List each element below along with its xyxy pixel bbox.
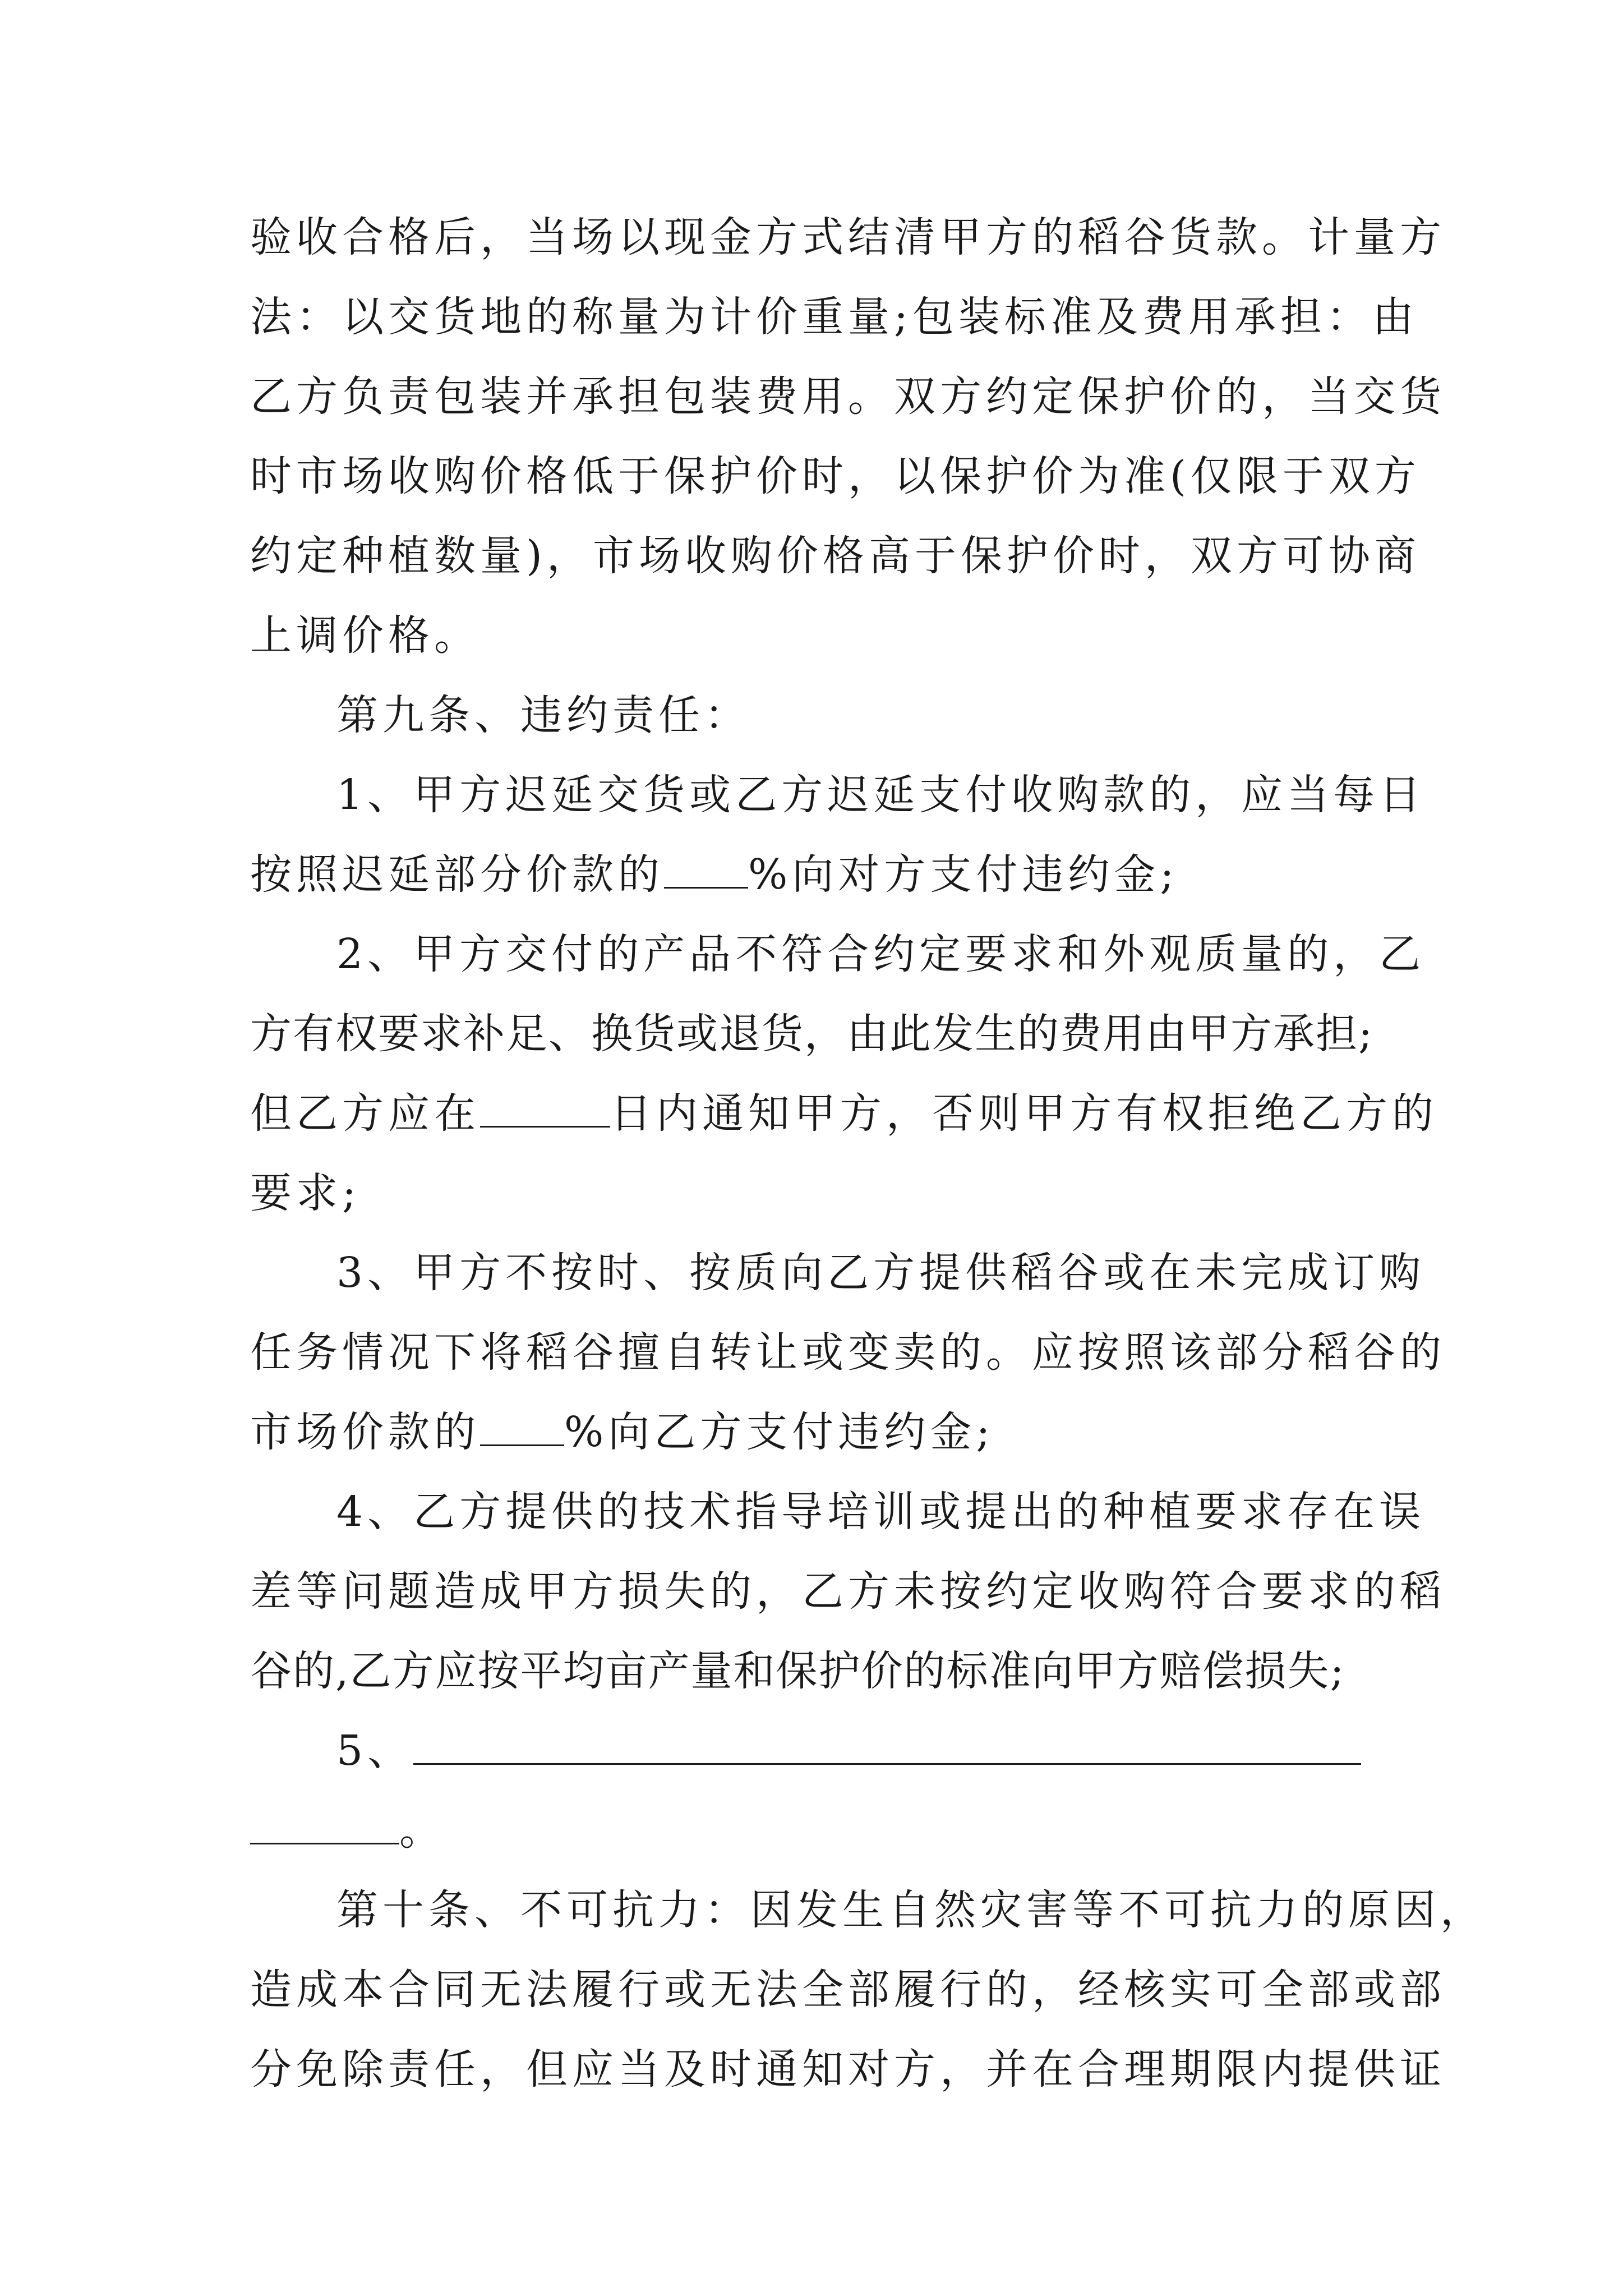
heading-text: 第九条、违约责任： bbox=[336, 691, 750, 739]
text-line: 法：以交货地的称量为计价重量;包装标准及费用承担：由 bbox=[250, 293, 1418, 341]
text-line: 验收合格后，当场以现金方式结清甲方的稻谷货款。计量方 bbox=[250, 213, 1446, 261]
text-line: 3、甲方不按时、按质向乙方提供稻谷或在未完成订购 bbox=[336, 1249, 1426, 1297]
text-line: 差等问题造成甲方损失的，乙方未按约定收购符合要求的稻 bbox=[250, 1567, 1446, 1616]
fill-blank-underline bbox=[480, 1092, 610, 1128]
text-segment: %向对方支付违约金; bbox=[748, 850, 1179, 899]
text-segment: %向乙方支付违约金; bbox=[564, 1408, 995, 1456]
article-9-item-5 bbox=[250, 1711, 1378, 1870]
fill-blank-underline bbox=[664, 853, 748, 889]
fill-blank-underline bbox=[413, 1729, 1361, 1765]
text-line: 第十条、不可抗力：因发生自然灾害等不可抗力的原因， bbox=[336, 1886, 1486, 1934]
text-line: 1、甲方迟延交货或乙方迟延支付收购款的，应当每日 bbox=[336, 771, 1426, 819]
text-line-with-blank bbox=[250, 1074, 1438, 1153]
text-segment: 但乙方应在 bbox=[250, 1089, 480, 1138]
text-segment: 。 bbox=[399, 1806, 445, 1855]
text-line: 任务情况下将稻谷擅自转让或变卖的。应按照该部分稻谷的 bbox=[250, 1328, 1446, 1377]
text-segment: 按照迟延部分价款的 bbox=[250, 850, 664, 899]
article-10 bbox=[250, 1870, 1486, 2109]
text-line: 时市场收购价格低于保护价时，以保护价为准(仅限于双方 bbox=[250, 452, 1421, 500]
fill-blank-underline bbox=[480, 1411, 564, 1446]
text-line: 2、甲方交付的产品不符合约定要求和外观质量的，乙 bbox=[336, 930, 1426, 978]
paragraph-delivery-terms bbox=[250, 197, 1446, 675]
text-segment: 5、 bbox=[336, 1727, 414, 1775]
article-9-item-3 bbox=[250, 1233, 1446, 1472]
text-line: 上调价格。 bbox=[250, 611, 480, 660]
text-line-with-blank bbox=[250, 1791, 1378, 1870]
text-segment: 市场价款的 bbox=[250, 1408, 480, 1456]
article-9-title bbox=[250, 675, 1378, 755]
text-line: 要求; bbox=[250, 1169, 361, 1217]
article-9-item-2 bbox=[250, 914, 1438, 1233]
text-line: 4、乙方提供的技术指导培训或提出的种植要求存在误 bbox=[336, 1488, 1426, 1536]
contract-body bbox=[250, 197, 1486, 2109]
text-line-with-blank bbox=[250, 835, 1378, 914]
text-line: 约定种植数量)，市场收购价格高于保护价时，双方可协商 bbox=[250, 532, 1421, 580]
text-line-with-blank bbox=[250, 1392, 1378, 1472]
text-segment: 日内通知甲方，否则甲方有权拒绝乙方的 bbox=[610, 1089, 1438, 1138]
article-9-item-4 bbox=[250, 1472, 1446, 1711]
text-line: 谷的,乙方应按平均亩产量和保护价的标准向甲方赔偿损失; bbox=[250, 1647, 1345, 1695]
text-line-with-blank bbox=[250, 1711, 1378, 1791]
text-line: 乙方负责包装并承担包装费用。双方约定保护价的，当交货 bbox=[250, 372, 1446, 421]
text-line: 造成本合同无法履行或无法全部履行的，经核实可全部或部 bbox=[250, 1966, 1446, 2014]
text-line: 分免除责任，但应当及时通知对方，并在合理期限内提供证 bbox=[250, 2045, 1446, 2093]
article-9-item-1 bbox=[250, 755, 1426, 914]
text-line: 方有权要求补足、换货或退货，由此发生的费用由甲方承担; bbox=[250, 1010, 1373, 1058]
fill-blank-underline bbox=[250, 1809, 399, 1844]
